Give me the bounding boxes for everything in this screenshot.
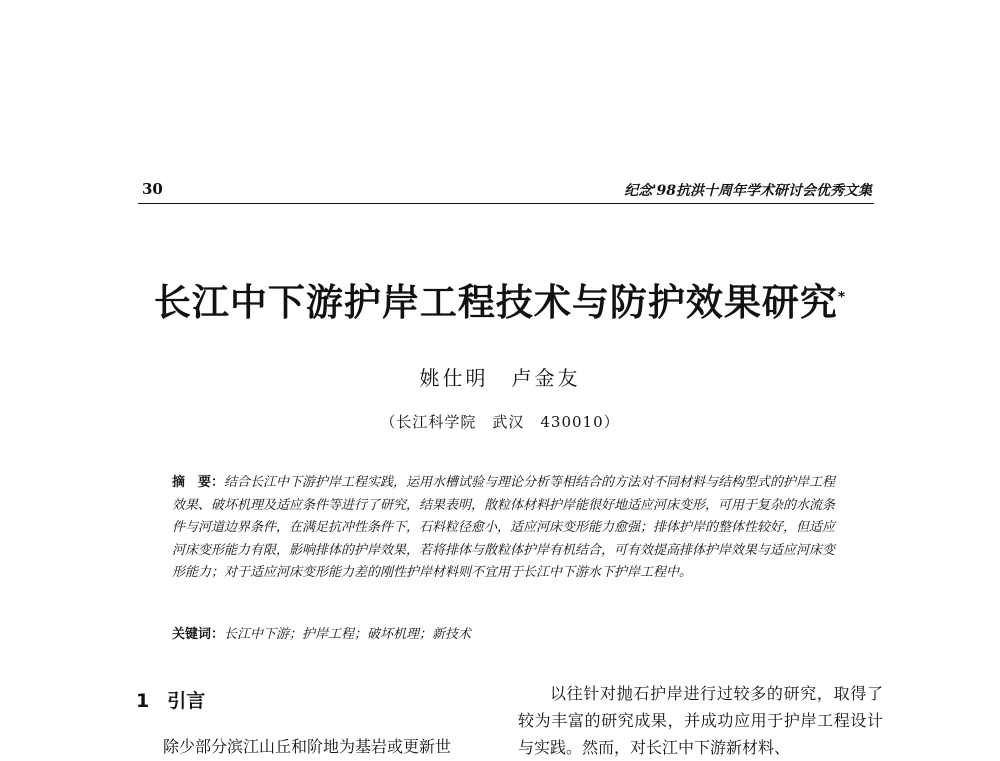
section-title: 引言 (167, 690, 206, 712)
title-text: 长江中下游护岸工程技术与防护效果研究 (153, 281, 838, 324)
running-header: 纪念'98抗洪十周年学术研讨会优秀文集 (624, 183, 872, 199)
keywords-text: 长江中下游；护岸工程；破坏机理；新技术 (224, 627, 472, 642)
keywords (172, 623, 842, 642)
page-number: 30 (142, 180, 163, 198)
body-right-column: 以往针对抛石护岸进行过较多的研究，取得了较为丰富的研究成果，并成功应用于护岸工程设计与实践。然而，对长江中下游新材料、 (518, 684, 883, 757)
keywords-label: 关键词： (172, 627, 225, 642)
title-footnote-mark: * (837, 289, 847, 306)
section-number: 1 (136, 690, 150, 712)
affiliation: （长江科学院 武汉 430010） (380, 413, 620, 431)
abstract-text: 结合长江中下游护岸工程实践，运用水槽试验与理论分析等相结合的方法对不同材料与结构型式的护岸工程效果、破坏机理及适应条件等进行了研究，结果表明，散粒体材料护岸能很好地适应河床变形，可用于复杂的水流条件与河道边界条件，在满足抗冲性条件下，石料粒径愈小，适应河床变形能力愈强；排体护岸的整体性较好，但适应河床变形能力有限，影响排体的护岸效果，若将排体与散粒体护岸有机结合，可有效提高排体护岸效果与适应河床变形能力；对于适应河床变形能力差的刚性护岸材料则不宜用于长江中下游水下护岸工程中。 (172, 475, 836, 580)
body-left-column: 除少部分滨江山丘和阶地为基岩或更新世 (163, 737, 452, 756)
header-rule (138, 203, 874, 204)
paper-title (0, 272, 1000, 326)
abstract (172, 472, 842, 585)
section-heading (136, 686, 205, 713)
abstract-label: 摘 要： (172, 475, 225, 490)
authors: 姚仕明 卢金友 (419, 366, 581, 390)
